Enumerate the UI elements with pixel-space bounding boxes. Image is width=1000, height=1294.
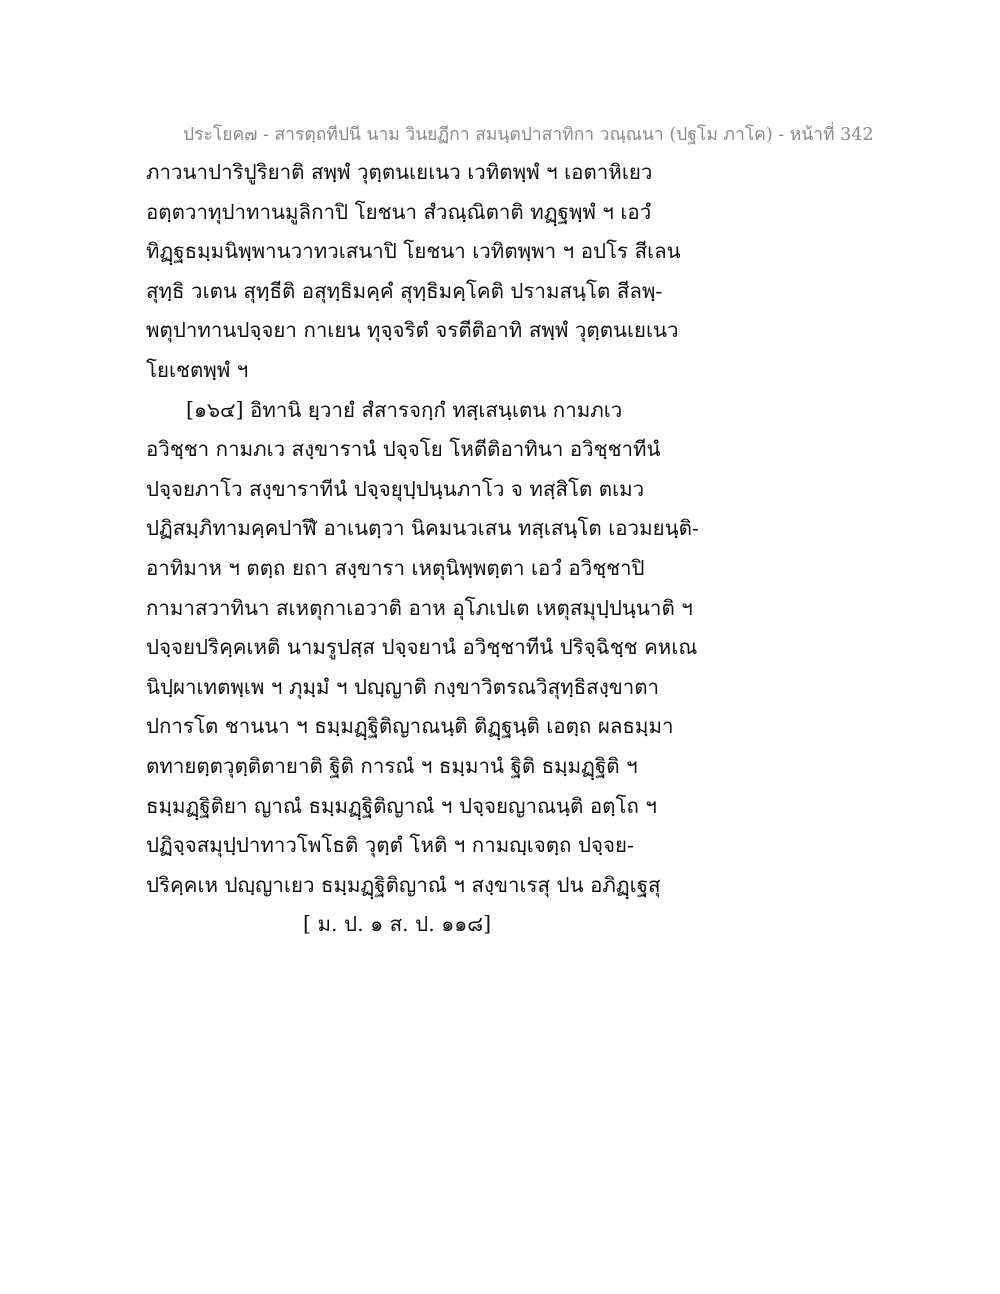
text-line: ปจฺจยภาโว สงฺขาราทีนํ ปจฺจยุปฺปนฺนภาโว จ ทสฺสิโต ตเมว xyxy=(146,476,645,501)
text-line: ธมฺมฏฺฐิติยา ญาณํ ธมฺมฏฺฐิติญาณํ ฯ ปจฺจยญาณนฺติ อตฺโถ ฯ xyxy=(146,793,657,818)
text-line: ปริคฺคเห ปญฺญาเยว ธมฺมฏฺฐิติญาณํ ฯ สงฺขาเรสุ ปน อภิฏฺเฐสุ xyxy=(146,872,661,897)
text-line: ตทายตฺตวุตฺติตายาติ ฐิติ การณํ ฯ ธมฺมานํ ฐิติ ธมฺมฏฺฐิติ ฯ xyxy=(146,753,638,778)
text-line: ปการโต ชานนา ฯ ธมฺมฏฺฐิติญาณนฺติ ติฏฺฐนฺติ เอตฺถ ผลธมฺมา xyxy=(146,714,674,739)
text-line: นิปฺผาเทตพฺเพ ฯ ภุมฺมํ ฯ ปญฺญาติ กงฺขาวิตรณวิสุทฺธิสงฺขาตา xyxy=(146,674,660,699)
text-line: พตุปาทานปจฺจยา กาเยน ทุจฺจริตํ จรตีติอาทิ สพฺพํ วุตฺตนเยเนว xyxy=(146,318,679,343)
text-line: ปฏิสมฺภิทามคฺคปาฬึ อาเนตฺวา นิคมนวเสน ทสฺเสนฺโต เอวมยนฺติ- xyxy=(146,516,699,541)
text-line: โยเชตพฺพํ ฯ xyxy=(146,357,249,382)
page-reference: [ ม. ป. ๑ ส. ป. ๑๑๘] xyxy=(303,912,492,937)
text-line: อวิชฺชา กามภเว สงฺขารานํ ปจฺจโย โหตีติอาทินา อวิชฺชาทีนํ xyxy=(146,437,661,462)
text-line: ภาวนาปาริปูริยาติ สพฺพํ วุตฺตนเยเนว เวทิตพฺพํ ฯ เอตาหิเยว xyxy=(146,160,653,184)
running-header: ประโยค๗ - สารตฺถทีปนี นาม วินยฏีกา สมนฺตปาสาทิกา วณฺณนา (ปฐโม ภาโค) - หน้าที่ 342 xyxy=(183,125,874,145)
text-line: ปฏิจฺจสมุปฺปาทาวโพโธติ วุตฺตํ โหติ ฯ กามญฺเจตฺถ ปจฺจย- xyxy=(146,833,634,858)
text-line: ปจฺจยปริคฺคเหติ นามรูปสฺส ปจฺจยานํ อวิชฺชาทีนํ ปริจฺฉิชฺช คหเณ xyxy=(146,635,698,660)
text-line: ทิฏฺฐธมฺมนิพฺพานวาทวเสนาปิ โยชนา เวทิตพฺพา ฯ อปโร สีเลน xyxy=(146,239,681,264)
body-text xyxy=(146,153,706,945)
text-line: สุทฺธิ วเตน สุทฺธีติ อสุทฺธิมคฺคํ สุทฺธิมคฺโคติ ปรามสนฺโต สีลพฺ- xyxy=(146,278,663,303)
text-line: กามาสวาทินา สเหตุกาเอวาติ อาห อุโภเปเต เหตุสมุปฺปนฺนาติ ฯ xyxy=(146,595,693,620)
paragraph-start-line: [๑๖๔] อิทานิ ยฺวายํ สํสารจกฺกํ ทสฺเสนฺเตน กามภเว xyxy=(186,397,623,422)
text-line: อาทิมาห ฯ ตตฺถ ยถา สงฺขารา เหตุนิพฺพตฺตา เอวํ อวิชฺชาปิ xyxy=(146,555,645,580)
text-line: อตฺตวาทุปาทานมูลิกาปิ โยชนา สํวณฺณิตาติ ทฏฺฐพฺพํ ฯ เอวํ xyxy=(146,199,652,224)
